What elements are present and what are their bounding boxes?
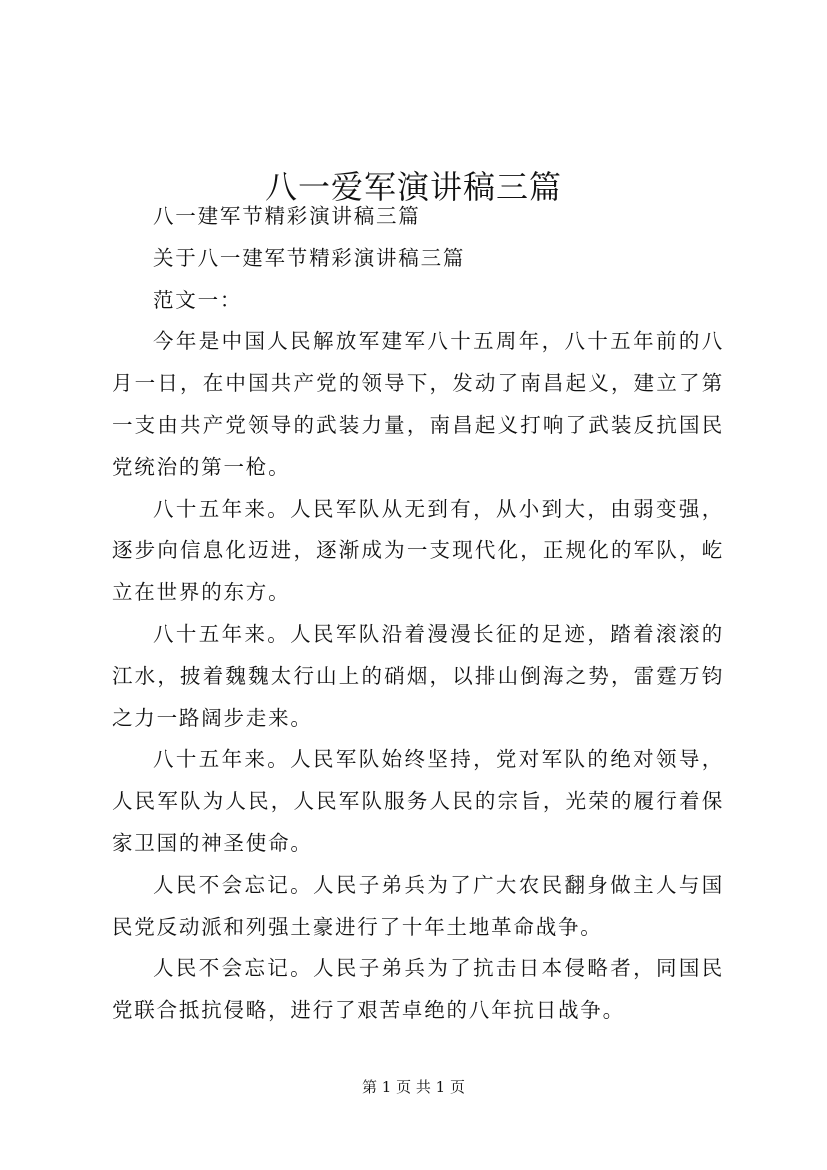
- document-body: [112, 196, 724, 1032]
- paragraph-subtitle-2: 关于八一建军节精彩演讲稿三篇: [153, 245, 466, 270]
- paragraph-section-label: 范文一：: [153, 287, 243, 312]
- page-title: 八一爱军演讲稿三篇: [264, 168, 562, 207]
- paragraph: 八十五年来。人民军队从无到有，从小到大，由弱变强，逐步向信息化迈进，逐渐成为一支现代化，正规化的军队，屹立在世界的东方。: [112, 496, 724, 605]
- page-footer: 第 1 页 共 1 页: [362, 1078, 465, 1096]
- paragraph: 人民不会忘记。人民子弟兵为了广大农民翻身做主人与国民党反动派和列强土豪进行了十年土地革命战争。: [112, 872, 724, 939]
- paragraph-subtitle: 八一建军节精彩演讲稿三篇: [153, 204, 421, 228]
- paragraph: 人民不会忘记。人民子弟兵为了抗击日本侵略者，同国民党联合抵抗侵略，进行了艰苦卓绝的八年抗日战争。: [112, 956, 724, 1023]
- paragraph: 今年是中国人民解放军建军八十五周年，八十五年前的八月一日，在中国共产党的领导下，发动了南昌起义，建立了第一支由共产党领导的武装力量，南昌起义打响了武装反抗国民党统治的第一枪。: [112, 329, 724, 479]
- paragraph: 八十五年来。人民军队沿着漫漫长征的足迹，踏着滚滚的江水，披着魏魏太行山上的硝烟，以排山倒海之势，雷霆万钧之力一路阔步走来。: [112, 621, 724, 730]
- paragraph: 八十五年来。人民军队始终坚持，党对军队的绝对领导，人民军队为人民，人民军队服务人民的宗旨，光荣的履行着保家卫国的神圣使命。: [112, 747, 724, 855]
